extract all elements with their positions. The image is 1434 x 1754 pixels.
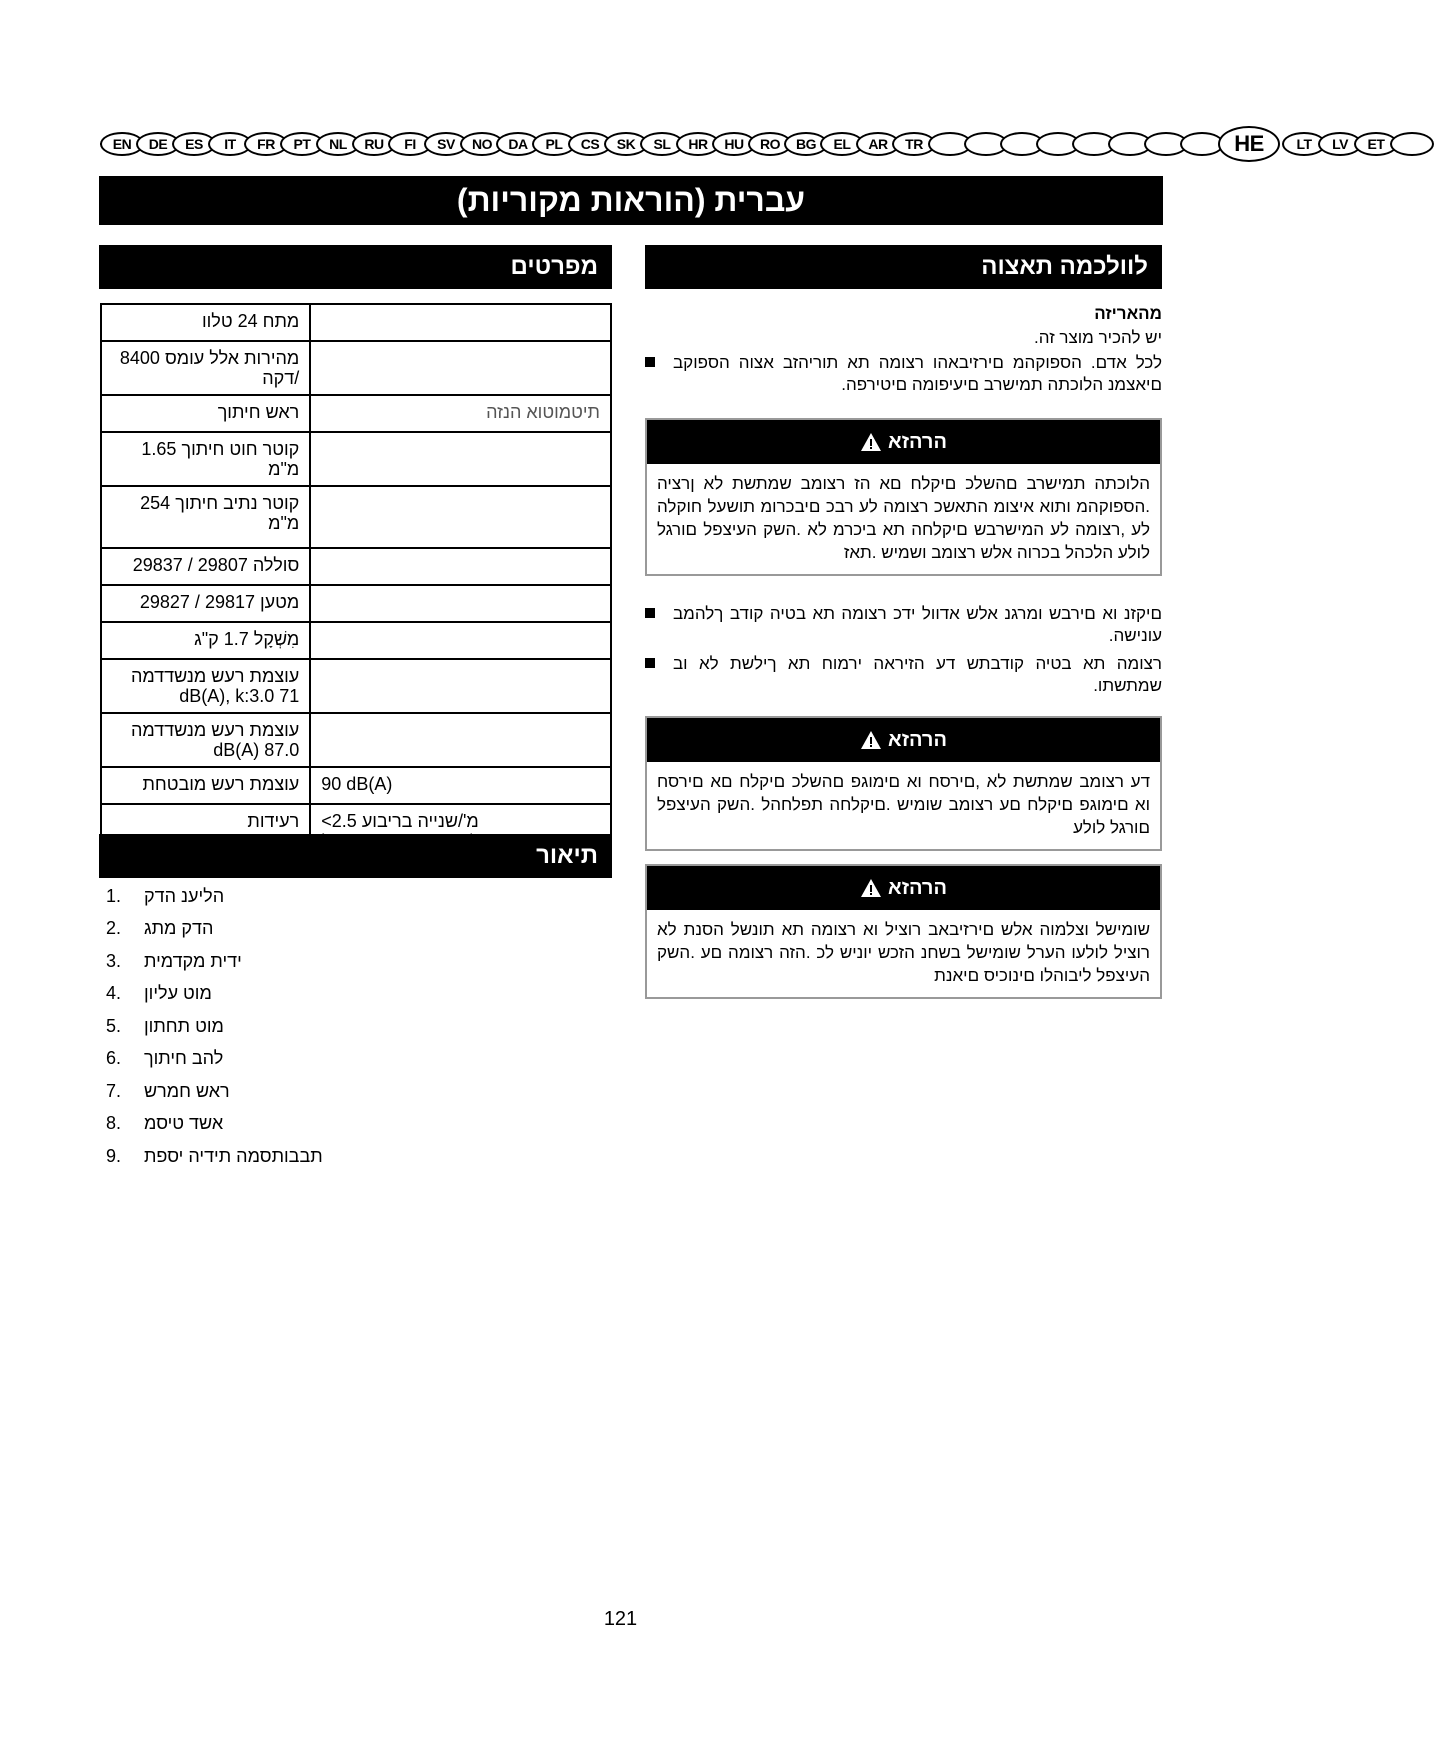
list-item	[100, 945, 610, 978]
table-row	[101, 341, 611, 395]
spec-value	[310, 659, 611, 713]
language-tab-el[interactable]: EL	[820, 132, 864, 156]
part-label: אשד טיסמ	[144, 1113, 224, 1134]
unpacking-subheading: מהאריזה	[1094, 304, 1162, 323]
spec-label: מִשְׁקָל 1.7 ק"ג	[101, 622, 310, 659]
warning-text: שומישל וצלמוה אלש םירזיבאב רוציל וא רצומה תא תונשל הסנת לא רוציל לולעו הערל שומישל בשחנ הזכש יוניש לכ .הזה רצומה םע .השק העיצפל ליבוהלו םינוכיס םיאנת	[657, 920, 1150, 985]
spec-value	[310, 486, 611, 548]
warning-text: הלוכתה תמישרב םהשלכ םיקלח םא הז רצומב שמתשת לא ןרציה .הספוקהמ ותוא איצומ התאשכ רצומה לע רבכ םיבכרומ תושעל חוקלה לע ,רצומה לע המישרבש םיקלחה תא ביכרמ לא .השק העיצפל םורגל לולע הלכהל בכרוה אלש רצומב ושמיש .תאז	[657, 474, 1150, 562]
table-row	[101, 585, 611, 622]
bullet-text: לכל אדם. הספוקהמ םירזיבאהו רצומה תא תוריהזב אצוה הספוקב םיאצמנ הלוכתה תמישרב םיעיפומה םיטירפה.	[673, 353, 1162, 394]
language-codes	[100, 130, 1426, 158]
spec-value: תיטמוטוא הנזה	[310, 395, 611, 432]
description-heading: תיאור	[99, 834, 612, 878]
table-row	[101, 395, 611, 432]
warning-header	[647, 866, 1160, 910]
spec-value	[310, 548, 611, 585]
language-tab-ru[interactable]: RU	[352, 132, 396, 156]
language-tab-ar[interactable]: AR	[856, 132, 900, 156]
warning-header	[647, 718, 1160, 762]
spec-label: עוצמת רעש מובטחת	[101, 767, 310, 804]
table-row	[101, 713, 611, 767]
language-tab-fr[interactable]: FR	[244, 132, 288, 156]
list-item	[100, 1010, 610, 1043]
part-number: 2.	[106, 918, 122, 939]
part-number: 6.	[106, 1048, 122, 1069]
spec-label: רעידות	[101, 804, 310, 870]
bullet-icon	[645, 658, 655, 668]
table-row	[101, 432, 611, 486]
table-row	[101, 548, 611, 585]
part-label: מוט עליון	[144, 983, 212, 1004]
list-item	[100, 1075, 610, 1108]
language-tab-nl[interactable]: NL	[316, 132, 360, 156]
part-number: 9.	[106, 1145, 122, 1166]
specs-table	[100, 303, 612, 871]
spec-label: מטען 29817 / 29827	[101, 585, 310, 622]
warning-title: הרהזא	[888, 430, 947, 453]
language-tab-pt[interactable]: PT	[280, 132, 324, 156]
part-label: הדק מתג	[144, 918, 214, 939]
page-title: עברית (הוראות מקוריות)	[99, 176, 1163, 225]
warning-header	[647, 420, 1160, 464]
spec-value	[310, 304, 611, 341]
part-number: 7.	[106, 1080, 122, 1101]
warning-icon	[860, 730, 882, 750]
specs-heading: מפרטים	[99, 245, 612, 289]
spec-label: קוטר חוט חיתוך 1.65 מ"מ	[101, 432, 310, 486]
language-tab-es[interactable]: ES	[172, 132, 216, 156]
table-row	[101, 659, 611, 713]
language-tab-empty	[1390, 132, 1434, 156]
language-tab-pl[interactable]: PL	[532, 132, 576, 156]
language-tab-fi[interactable]: FI	[388, 132, 432, 156]
warning-text: דע רצומב שמתשת לא ,םירסח וא םימוגפ םהשלכ םיקלח םא םירסח וא םימוגפ םיקלח םע רצומב שומיש .םיקלחה תפלחהל .השק העיצפל םורגל לולע	[657, 772, 1150, 837]
part-label: תבבותסמה תידיה יספת	[144, 1145, 323, 1166]
parts-list	[100, 880, 610, 1173]
table-row	[101, 767, 611, 804]
part-label: ראש חמרש	[144, 1080, 230, 1101]
spec-label: עוצמת רעש מנשדדמה 71 dB(A), k:3.0	[101, 659, 310, 713]
bullet-icon	[645, 357, 655, 367]
spec-value	[310, 622, 611, 659]
spec-value	[310, 341, 611, 395]
spec-value	[310, 713, 611, 767]
language-tab-en[interactable]: EN	[100, 132, 144, 156]
spec-label: סוללה 29807 / 29837	[101, 548, 310, 585]
bullet-item	[645, 653, 1162, 697]
part-label: מוט תחתון	[144, 1015, 224, 1036]
list-item	[100, 880, 610, 913]
language-tab-tr[interactable]: TR	[892, 132, 936, 156]
language-tab-lv[interactable]: LV	[1318, 132, 1362, 156]
language-tab-hr[interactable]: HR	[676, 132, 720, 156]
language-tab-cs[interactable]: CS	[568, 132, 612, 156]
spec-label: קוטר נתיב חיתוך 254 מ"מ	[101, 486, 310, 548]
bullet-text: םיקזנ וא םירבש ומרגנ אלש אדוול ידכ רצומה תא בטיה קודב ךלהמב עונישה.	[673, 604, 1162, 645]
language-tab-da[interactable]: DA	[496, 132, 540, 156]
intended-use-heading: לוולכמה תאצוה	[645, 245, 1162, 289]
table-row	[101, 622, 611, 659]
page-number: 121	[603, 1608, 638, 1630]
spec-value: 90 dB(A)	[310, 767, 611, 804]
vibration-value: <2.5 מ'/שנייה בריבוע	[321, 811, 479, 831]
language-tab-it[interactable]: IT	[208, 132, 252, 156]
spec-label: עוצמת רעש מנשדדמה 87.0 dB(A)	[101, 713, 310, 767]
language-tab-hu[interactable]: HU	[712, 132, 756, 156]
table-row	[101, 486, 611, 548]
part-number: 3.	[106, 950, 122, 971]
part-number: 8.	[106, 1113, 122, 1134]
language-bar	[100, 130, 1385, 158]
language-tab-bg[interactable]: BG	[784, 132, 828, 156]
bullet-item	[645, 352, 1162, 396]
spec-label: מהירות אלל עומס 8400 /דקה	[101, 341, 310, 395]
language-tab-he[interactable]: HE	[1218, 126, 1280, 162]
language-tab-sk[interactable]: SK	[604, 132, 648, 156]
bullet-item	[645, 603, 1162, 647]
language-tab-sl[interactable]: SL	[640, 132, 684, 156]
bullet-text: רצומה תא בטיה קודבתש דע הזיראה ירמוח תא ךילשת לא וב שמתשתו.	[673, 654, 1162, 695]
language-tab-sv[interactable]: SV	[424, 132, 468, 156]
part-number: 4.	[106, 983, 122, 1004]
table-row	[101, 304, 611, 341]
warning-box	[645, 418, 1162, 576]
warning-title: הרהזא	[888, 876, 947, 899]
part-label: ידית מקדמית	[144, 950, 242, 971]
language-tab-ro[interactable]: RO	[748, 132, 792, 156]
language-tab-de[interactable]: DE	[136, 132, 180, 156]
list-item	[100, 913, 610, 946]
spec-label: מתח 24 טלוו	[101, 304, 310, 341]
language-tab-lt[interactable]: LT	[1282, 132, 1326, 156]
warning-icon	[860, 878, 882, 898]
list-item	[100, 1108, 610, 1141]
spec-label: ראש חיתוך	[101, 395, 310, 432]
bullet-icon	[645, 608, 655, 618]
spec-value	[310, 432, 611, 486]
spec-value	[310, 585, 611, 622]
part-label: להב חיתוך	[144, 1048, 224, 1069]
inspection-bullets	[645, 603, 1162, 697]
list-item	[100, 1140, 610, 1173]
part-label: הליענ הדק	[144, 885, 225, 906]
warning-box	[645, 716, 1162, 851]
intended-use-section	[645, 304, 1162, 396]
part-number: 1.	[106, 885, 122, 906]
warning-title: הרהזא	[888, 728, 947, 751]
language-tab-et[interactable]: ET	[1354, 132, 1398, 156]
language-tab-no[interactable]: NO	[460, 132, 504, 156]
warning-icon	[860, 432, 882, 452]
unpacking-intro: יש להכיר מוצר זה.	[1034, 328, 1162, 347]
list-item	[100, 1043, 610, 1076]
part-number: 5.	[106, 1015, 122, 1036]
warning-box	[645, 864, 1162, 999]
list-item	[100, 978, 610, 1011]
